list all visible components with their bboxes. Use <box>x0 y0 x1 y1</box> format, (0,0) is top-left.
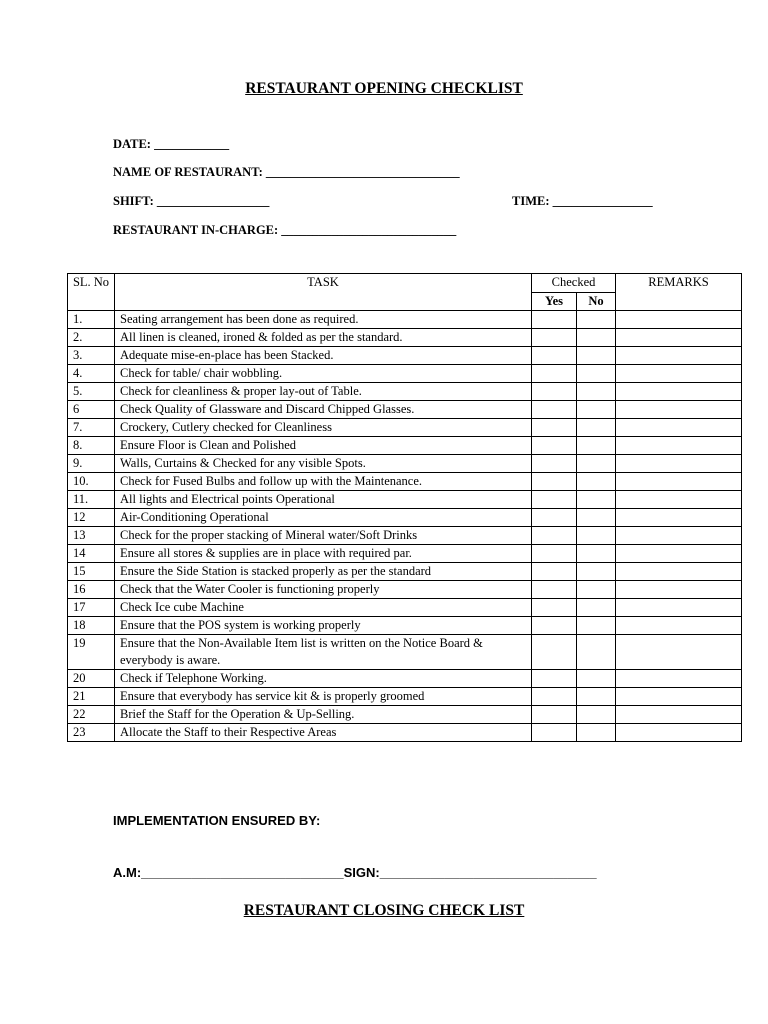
row-no-cell[interactable] <box>577 527 616 545</box>
row-sl-no: 6 <box>68 401 115 419</box>
row-sl-no: 7. <box>68 419 115 437</box>
row-remarks-cell[interactable] <box>616 581 742 599</box>
table-row <box>68 617 742 635</box>
row-yes-cell[interactable] <box>532 527 577 545</box>
row-yes-cell[interactable] <box>532 455 577 473</box>
row-task: Check for the proper stacking of Mineral water/Soft Drinks <box>115 527 532 545</box>
row-remarks-cell[interactable] <box>616 509 742 527</box>
row-remarks-cell[interactable] <box>616 383 742 401</box>
checklist-table <box>67 273 742 742</box>
restaurant-name-field[interactable]: NAME OF RESTAURANT: _______________________________ <box>113 165 460 179</box>
row-yes-cell[interactable] <box>532 401 577 419</box>
row-sl-no: 21 <box>68 688 115 706</box>
row-remarks-cell[interactable] <box>616 635 742 670</box>
table-row <box>68 401 742 419</box>
row-remarks-cell[interactable] <box>616 419 742 437</box>
row-task: Ensure all stores & supplies are in place with required par. <box>115 545 532 563</box>
remarks-header: REMARKS <box>616 274 742 311</box>
checked-header: Checked <box>532 274 616 293</box>
table-row <box>68 473 742 491</box>
row-remarks-cell[interactable] <box>616 347 742 365</box>
row-sl-no: 9. <box>68 455 115 473</box>
row-yes-cell[interactable] <box>532 311 577 329</box>
row-task: Check that the Water Cooler is functioning properly <box>115 581 532 599</box>
row-no-cell[interactable] <box>577 383 616 401</box>
row-sl-no: 14 <box>68 545 115 563</box>
row-remarks-cell[interactable] <box>616 688 742 706</box>
in-charge-field[interactable]: RESTAURANT IN-CHARGE: ____________________________ <box>113 223 457 237</box>
row-yes-cell[interactable] <box>532 419 577 437</box>
row-remarks-cell[interactable] <box>616 329 742 347</box>
row-remarks-cell[interactable] <box>616 401 742 419</box>
shift-field[interactable]: SHIFT: __________________ <box>113 194 270 208</box>
row-remarks-cell[interactable] <box>616 437 742 455</box>
row-sl-no: 23 <box>68 724 115 742</box>
row-sl-no: 11. <box>68 491 115 509</box>
row-no-cell[interactable] <box>577 329 616 347</box>
row-yes-cell[interactable] <box>532 491 577 509</box>
sl-no-header: SL. No <box>68 274 115 311</box>
row-yes-cell[interactable] <box>532 617 577 635</box>
row-sl-no: 8. <box>68 437 115 455</box>
row-no-cell[interactable] <box>577 635 616 670</box>
row-remarks-cell[interactable] <box>616 599 742 617</box>
row-yes-cell[interactable] <box>532 473 577 491</box>
row-sl-no: 20 <box>68 670 115 688</box>
row-task: Brief the Staff for the Operation & Up-Selling. <box>115 706 532 724</box>
table-row <box>68 419 742 437</box>
row-sl-no: 17 <box>68 599 115 617</box>
row-remarks-cell[interactable] <box>616 724 742 742</box>
row-no-cell[interactable] <box>577 473 616 491</box>
row-task: Seating arrangement has been done as required. <box>115 311 532 329</box>
table-row <box>68 545 742 563</box>
row-sl-no: 1. <box>68 311 115 329</box>
row-yes-cell[interactable] <box>532 724 577 742</box>
row-remarks-cell[interactable] <box>616 563 742 581</box>
row-task: Check Ice cube Machine <box>115 599 532 617</box>
row-remarks-cell[interactable] <box>616 527 742 545</box>
row-remarks-cell[interactable] <box>616 491 742 509</box>
table-row <box>68 599 742 617</box>
table-row <box>68 706 742 724</box>
row-yes-cell[interactable] <box>532 706 577 724</box>
table-row <box>68 311 742 329</box>
row-no-cell[interactable] <box>577 581 616 599</box>
am-sign-line[interactable]: A.M:____________________________SIGN:______________________________ <box>113 865 597 880</box>
row-task: Ensure that everybody has service kit & is properly groomed <box>115 688 532 706</box>
row-task: All lights and Electrical points Operational <box>115 491 532 509</box>
table-row <box>68 724 742 742</box>
row-no-cell[interactable] <box>577 724 616 742</box>
row-no-cell[interactable] <box>577 617 616 635</box>
table-row <box>68 347 742 365</box>
row-remarks-cell[interactable] <box>616 545 742 563</box>
row-task: Ensure Floor is Clean and Polished <box>115 437 532 455</box>
row-no-cell[interactable] <box>577 545 616 563</box>
row-task: Ensure that the Non-Available Item list is written on the Notice Board & everybody is aware. <box>115 635 532 670</box>
row-no-cell[interactable] <box>577 688 616 706</box>
table-row <box>68 491 742 509</box>
row-no-cell[interactable] <box>577 311 616 329</box>
row-remarks-cell[interactable] <box>616 455 742 473</box>
row-sl-no: 13 <box>68 527 115 545</box>
row-no-cell[interactable] <box>577 437 616 455</box>
row-task: Check for cleanliness & proper lay-out of Table. <box>115 383 532 401</box>
date-field[interactable]: DATE: ____________ <box>113 137 230 151</box>
row-sl-no: 15 <box>68 563 115 581</box>
row-sl-no: 10. <box>68 473 115 491</box>
row-sl-no: 2. <box>68 329 115 347</box>
row-yes-cell[interactable] <box>532 365 577 383</box>
row-task: Crockery, Cutlery checked for Cleanliness <box>115 419 532 437</box>
row-remarks-cell[interactable] <box>616 706 742 724</box>
row-no-cell[interactable] <box>577 347 616 365</box>
row-sl-no: 3. <box>68 347 115 365</box>
no-header: No <box>577 292 616 311</box>
table-row <box>68 635 742 670</box>
row-no-cell[interactable] <box>577 419 616 437</box>
row-remarks-cell[interactable] <box>616 617 742 635</box>
row-yes-cell[interactable] <box>532 383 577 401</box>
row-no-cell[interactable] <box>577 599 616 617</box>
row-no-cell[interactable] <box>577 509 616 527</box>
implementation-label: IMPLEMENTATION ENSURED BY: <box>113 813 321 828</box>
task-header: TASK <box>115 274 532 311</box>
table-row <box>68 509 742 527</box>
table-row <box>68 527 742 545</box>
checklist-body <box>68 311 742 742</box>
row-yes-cell[interactable] <box>532 688 577 706</box>
table-row <box>68 563 742 581</box>
row-task: Check for Fused Bulbs and follow up with the Maintenance. <box>115 473 532 491</box>
row-task: All linen is cleaned, ironed & folded as per the standard. <box>115 329 532 347</box>
row-no-cell[interactable] <box>577 365 616 383</box>
row-sl-no: 16 <box>68 581 115 599</box>
row-sl-no: 22 <box>68 706 115 724</box>
time-field[interactable]: TIME: ________________ <box>512 194 653 208</box>
row-yes-cell[interactable] <box>532 329 577 347</box>
table-row <box>68 365 742 383</box>
row-no-cell[interactable] <box>577 401 616 419</box>
row-remarks-cell[interactable] <box>616 311 742 329</box>
row-task: Check Quality of Glassware and Discard Chipped Glasses. <box>115 401 532 419</box>
row-no-cell[interactable] <box>577 491 616 509</box>
table-row <box>68 581 742 599</box>
page-title: RESTAURANT OPENING CHECKLIST <box>245 80 523 97</box>
closing-title: RESTAURANT CLOSING CHECK LIST <box>243 902 525 919</box>
row-no-cell[interactable] <box>577 455 616 473</box>
row-yes-cell[interactable] <box>532 509 577 527</box>
row-remarks-cell[interactable] <box>616 670 742 688</box>
row-yes-cell[interactable] <box>532 545 577 563</box>
row-task: Ensure the Side Station is stacked properly as per the standard <box>115 563 532 581</box>
row-no-cell[interactable] <box>577 706 616 724</box>
row-task: Walls, Curtains & Checked for any visible Spots. <box>115 455 532 473</box>
row-remarks-cell[interactable] <box>616 365 742 383</box>
row-task: Ensure that the POS system is working properly <box>115 617 532 635</box>
row-remarks-cell[interactable] <box>616 473 742 491</box>
row-task: Air-Conditioning Operational <box>115 509 532 527</box>
table-row <box>68 670 742 688</box>
row-task: Adequate mise-en-place has been Stacked. <box>115 347 532 365</box>
checklist-table-container <box>67 273 742 742</box>
row-sl-no: 5. <box>68 383 115 401</box>
row-sl-no: 18 <box>68 617 115 635</box>
row-yes-cell[interactable] <box>532 599 577 617</box>
row-yes-cell[interactable] <box>532 670 577 688</box>
row-yes-cell[interactable] <box>532 635 577 670</box>
table-row <box>68 688 742 706</box>
row-yes-cell[interactable] <box>532 347 577 365</box>
row-sl-no: 4. <box>68 365 115 383</box>
row-task: Check if Telephone Working. <box>115 670 532 688</box>
row-yes-cell[interactable] <box>532 581 577 599</box>
row-sl-no: 19 <box>68 635 115 670</box>
row-yes-cell[interactable] <box>532 563 577 581</box>
yes-header: Yes <box>532 292 577 311</box>
table-row <box>68 437 742 455</box>
row-no-cell[interactable] <box>577 670 616 688</box>
row-sl-no: 12 <box>68 509 115 527</box>
table-row <box>68 455 742 473</box>
row-no-cell[interactable] <box>577 563 616 581</box>
table-row <box>68 329 742 347</box>
row-yes-cell[interactable] <box>532 437 577 455</box>
row-task: Allocate the Staff to their Respective Areas <box>115 724 532 742</box>
table-row <box>68 383 742 401</box>
row-task: Check for table/ chair wobbling. <box>115 365 532 383</box>
